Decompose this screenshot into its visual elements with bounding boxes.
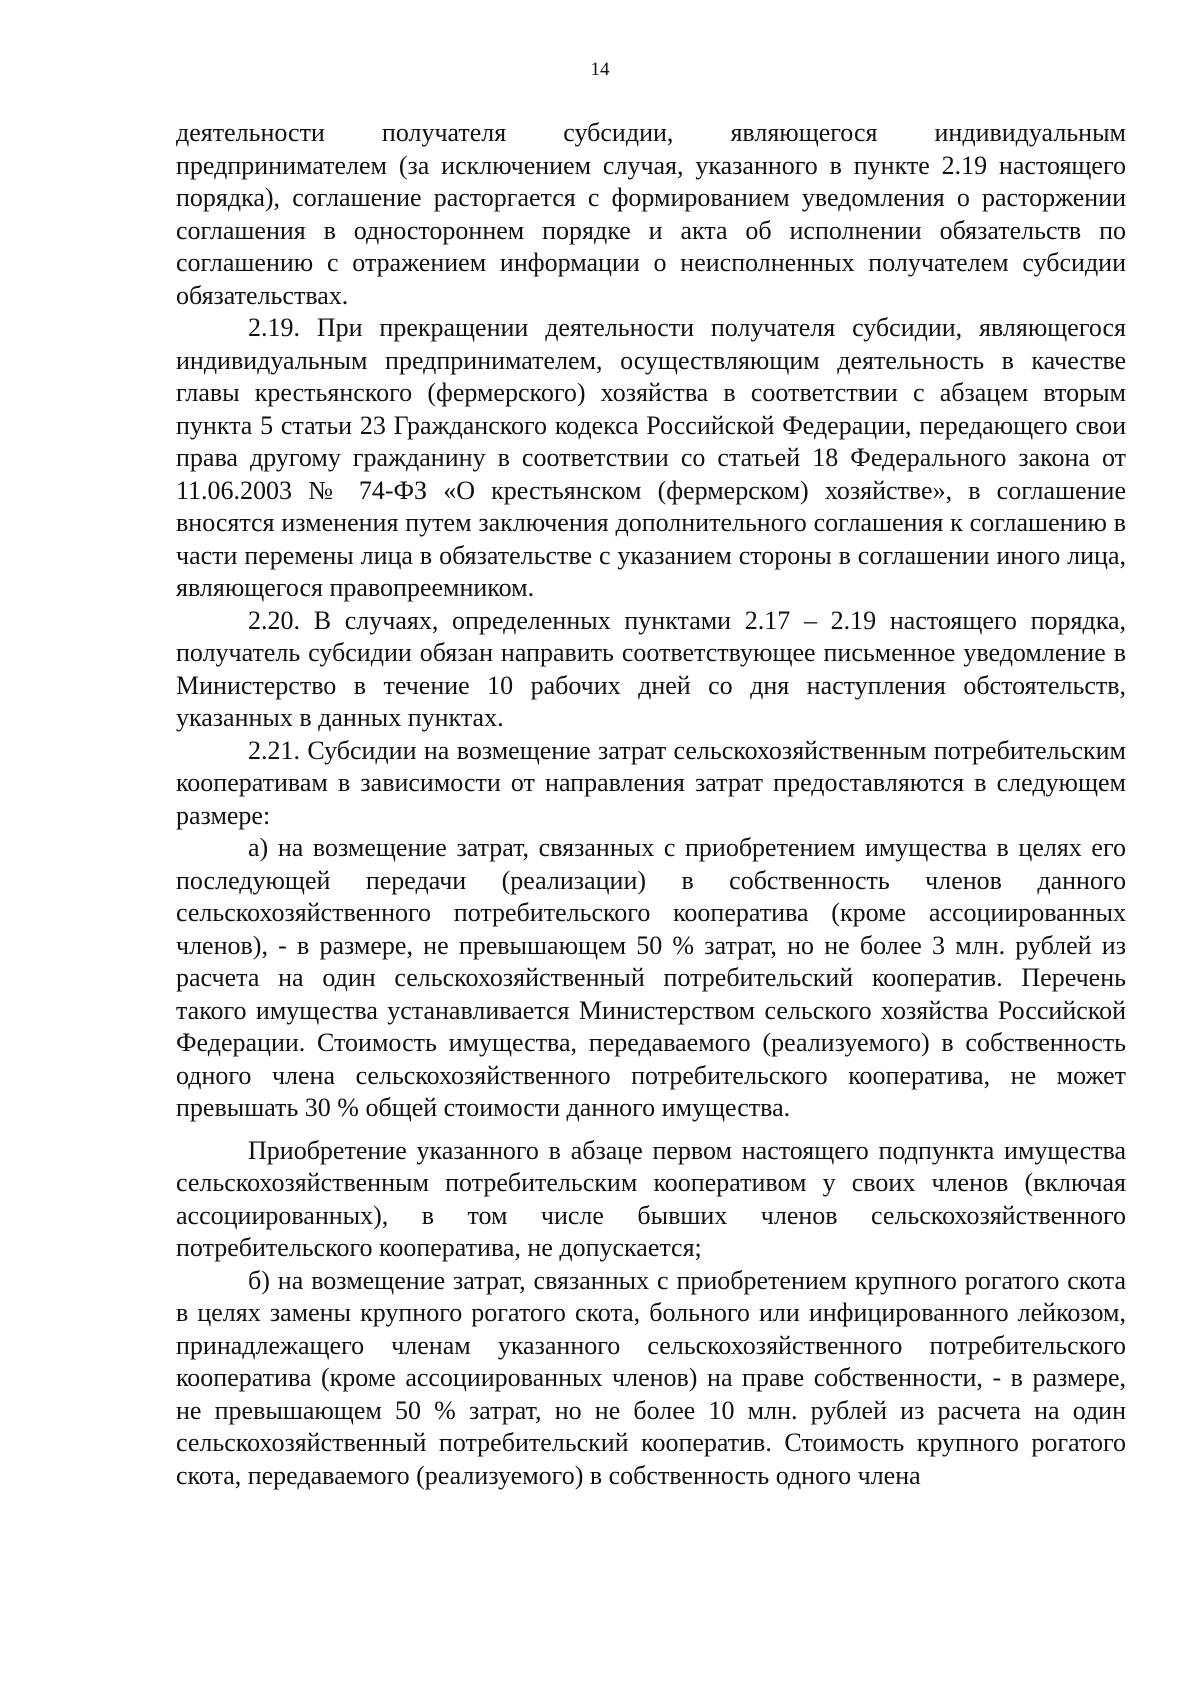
paragraph-continuation: деятельности получателя субсидии, являющегося индивидуальным предпринимателем (за исключением случая, указанного в пункте 2.19 настоящего порядка), соглашение расторгается с формированием уведомления о расторжении соглашения в одностороннем порядке и акта об исполнении обязательств по соглашению с отражением информации о неисполненных получателем субсидии обязательствах.: [176, 118, 1126, 310]
paragraph-acquisition-restriction: Приобретение указанного в абзаце первом настоящего подпункта имущества сельскохозяйственным потребительским кооперативом у своих членов (включая ассоциированных), в том числе бывших членов сельскохозяйственного потребительского кооператива, не допускается;: [176, 1135, 1126, 1262]
subparagraph-b: б) на возмещение затрат, связанных с приобретением крупного рогатого скота в целях замены крупного рогатого скота, больного или инфицированного лейкозом, принадлежащего членам указанного сельскохозяйственного потребительского кооператива (кроме ассоциированных членов) на праве собственности, - в размере, не превышающем 50 % затрат, но не более 10 млн. рублей из расчета на один сельскохозяйственный потребительский кооператив. Стоимость крупного рогатого скота, передаваемого (реализуемого) в собственность одного члена: [176, 1265, 1126, 1490]
paragraph-2-21: 2.21. Субсидии на возмещение затрат сельскохозяйственным потребительским кооперативам в зависимости от направления затрат предоставляются в следующем размере:: [176, 735, 1126, 830]
page-number: 14: [590, 59, 610, 80]
paragraph-2-20: 2.20. В случаях, определенных пунктами 2.17 – 2.19 настоящего порядка, получатель субсидии обязан направить соответствующее письменное уведомление в Министерство в течение 10 рабочих дней со дня наступления обстоятельств, указанных в данных пунктах.: [176, 605, 1126, 732]
paragraph-2-19: 2.19. При прекращении деятельности получателя субсидии, являющегося индивидуальным предпринимателем, осуществляющим деятельность в качестве главы крестьянского (фермерского) хозяйства в соответствии с абзацем вторым пункта 5 статьи 23 Гражданского кодекса Российской Федерации, передающего свои права другому гражданину в соответствии со статьей 18 Федерального закона от 11.06.2003 № 74-ФЗ «О крестьянском (фермерском) хозяйстве», в соглашение вносятся изменения путем заключения дополнительного соглашения к соглашению в части перемены лица в обязательстве с указанием стороны в соглашении иного лица, являющегося правопреемником.: [176, 313, 1126, 602]
document-body: [176, 117, 1126, 1492]
subparagraph-a: а) на возмещение затрат, связанных с приобретением имущества в целях его последующей передачи (реализации) в собственность членов данного сельскохозяйственного потребительского кооператива (кроме ассоциированных членов), - в размере, не превышающем 50 % затрат, но не более 3 млн. рублей из расчета на один сельскохозяйственный потребительский кооператив. Перечень такого имущества устанавливается Министерством сельского хозяйства Российской Федерации. Стоимость имущества, передаваемого (реализуемого) в собственность одного члена сельскохозяйственного потребительского кооператива, не может превышать 30 % общей стоимости данного имущества.: [176, 833, 1126, 1122]
